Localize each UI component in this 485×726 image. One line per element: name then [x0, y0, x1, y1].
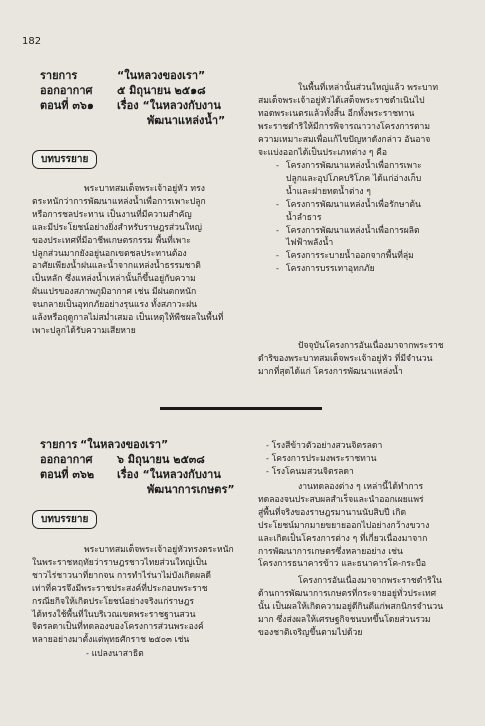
subject-title: “ในหลวงกับงาน [142, 99, 221, 112]
airdate-label: ออกอากาศ [40, 453, 93, 466]
program-title: “ในหลวงของเรา” [117, 69, 206, 82]
subject-title-cont: พัฒนาการเกษตร” [147, 483, 235, 496]
bullet-text: โครงการพัฒนาแหล่งน้ำเพื่อรักษาต้น [286, 199, 421, 210]
script-badge: บทบรรยาย [32, 150, 97, 169]
bullet-item [276, 250, 422, 263]
text-line: จะแบ่งออกได้เป็นประเภทต่าง ๆ คือ [258, 147, 388, 158]
page-number: 182 [22, 36, 42, 47]
script-badge: บทบรรยาย [32, 510, 97, 529]
bullet-text: โครงการบรรเทาอุทกภัย [286, 264, 375, 275]
text-line: เท่าที่ควรจึงมีพระราชประสงค์ที่ประกอบพระราช [32, 583, 208, 594]
text-line: พระราชดำริให้มีการพิจารณาวางโครงการตาม [258, 121, 431, 132]
text-line: จนกลายเป็นอุทกภัยอย่างรุนแรง ทั้งสภาวะฝน [32, 300, 197, 311]
text-line: จิตรลดาเป็นที่ทดลองของโครงการส่วนพระองค์ [32, 622, 204, 633]
airdate-label: ออกอากาศ [40, 84, 93, 97]
subject-title-cont: พัฒนาแหล่งน้ำ” [147, 114, 226, 127]
program-title: “ในหลวงของเรา” [80, 438, 169, 451]
bullet-text: โครงการระบายน้ำออกจากพื้นที่ลุ่ม [286, 251, 414, 262]
section2-right-paragraph2 [258, 575, 470, 640]
text-line: ชาวไร่ชาวนาที่ยากจน การทำไร่นาไม่บังเกิดผลดี [32, 570, 211, 581]
airdate-value: ๕ มิถุนายน ๒๕๑๘ [117, 84, 206, 97]
text-line: มากที่สุดได้แก่ โครงการพัฒนาแหล่งน้ำ [258, 366, 403, 377]
bullet-text: โครงการพัฒนาแหล่งน้ำเพื่อการผลิต [286, 225, 420, 236]
bullet-continuation: น้ำลำธาร [286, 212, 322, 223]
section1-right-closing [258, 340, 468, 379]
text-line: ทอดพระเนตรแล้วทั้งสิ้น อีกทั้งพระราชทาน [258, 108, 415, 119]
text-line: ความเหมาะสมเพื่อแก้ไขปัญหาดังกล่าว อันอาจ [258, 134, 431, 145]
text-line: แล้งหรือฤดูกาลไม่สม่ำเสมอ เป็นเหตุให้พืชผลในพื้นที่ [32, 313, 224, 324]
text-line: ตระหนักว่าการพัฒนาแหล่งน้ำเพื่อการเพาะปลูก [32, 196, 206, 207]
bullet-dash: - [276, 199, 279, 210]
program-label: รายการ [40, 438, 78, 451]
text-line: เพาะปลูกได้รับความเสียหาย [32, 325, 136, 336]
text-line: ผันแปรของสภาพภูมิอากาศ เช่น มีฝนตกหนัก [32, 287, 197, 298]
text-line: นั้น เป็นผลให้เกิดความอยู่ดีกินดีแก่พสกนิกรจำนวน [258, 601, 444, 612]
text-line: เป็นหลัก ซึ่งแหล่งน้ำเหล่านั้นก็ขึ้นอยู่กับความ [32, 274, 196, 285]
text-line: ของชาติเจริญขึ้นตามไปด้วย [258, 627, 363, 638]
bullet-text: โครงการพัฒนาแหล่งน้ำเพื่อการเพาะ [286, 161, 422, 171]
list-item: - โรงโคนมสวนจิตรลดา [266, 466, 354, 477]
bullet-dash: - [276, 251, 279, 262]
text-line: หรือการชลประทาน เป็นงานที่มีความสำคัญ [32, 209, 192, 220]
episode-label: ตอนที่ ๓๖๑ [40, 99, 94, 112]
section-divider [160, 407, 322, 410]
text-line: โครงการอันเนื่องมาจากพระราชดำริใน [298, 576, 442, 586]
section2-right-paragraph1 [258, 481, 470, 571]
text-line: หลายอย่างมาตั้งแต่พุทธศักราช ๒๕๐๓ เช่น [32, 635, 190, 646]
section2-left-column [32, 544, 242, 647]
section1-header [40, 68, 225, 128]
subject-title: “ในหลวงกับงาน [142, 468, 221, 481]
text-line: งานทดลองต่าง ๆ เหล่านี้ได้ทำการ [298, 482, 424, 492]
section1-bullet-list [276, 160, 422, 276]
section1-right-intro [258, 82, 468, 159]
bullet-item [276, 225, 422, 238]
text-line: ด้านการพัฒนาการเกษตรที่กระจายอยู่ทั่วประเทศ [258, 588, 437, 599]
section2-right-items [266, 440, 382, 479]
text-line: ของประเทศที่มีอาชีพเกษตรกรรม พื้นที่เพาะ [32, 235, 191, 246]
list-item: - โรงสีข้าวตัวอย่างสวนจิตรลดา [266, 441, 383, 451]
bullet-dash: - [276, 264, 279, 275]
text-line: ปลูกส่วนมากยังอยู่นอกเขตชลประทานต้อง [32, 248, 187, 259]
text-line: ประโยชน์มากมายขยายออกไปอย่างกว้างขวาง [258, 520, 430, 531]
text-line: ในพื้นที่เหล่านั้นส่วนใหญ่แล้ว พระบาท [298, 83, 439, 93]
text-line: พระบาทสมเด็จพระเจ้าอยู่หัวทรงตระหนัก [84, 545, 234, 555]
text-line: พระบาทสมเด็จพระเจ้าอยู่หัว ทรง [84, 184, 205, 194]
subject-label: เรื่อง [117, 468, 139, 481]
text-line: กรณียกิจให้เกิดประโยชน์อย่างจริงแก่ราษฎร [32, 596, 194, 607]
subject-label: เรื่อง [117, 99, 139, 112]
text-line: ดำริของพระบาทสมเด็จพระเจ้าอยู่หัว ที่มีจำนวน [258, 353, 433, 364]
bullet-item [276, 160, 422, 173]
list-item: - โครงการประมงพระราชทาน [266, 453, 377, 464]
text-line: และเกิดเป็นโครงการต่าง ๆ ที่เกี่ยวเนื่องมาจาก [258, 533, 428, 544]
section2-header [40, 437, 235, 497]
program-label: รายการ [40, 69, 78, 82]
text-line: โครงการธนาคารข้าว และธนาคารโค-กระบือ [258, 559, 427, 570]
text-line: สมเด็จพระเจ้าอยู่หัวได้เสด็จพระราชดำเนินไป [258, 95, 425, 106]
episode-label: ตอนที่ ๓๖๒ [40, 468, 95, 481]
section1-left-column [32, 183, 240, 338]
bullet-continuation: ไฟฟ้าพลังน้ำ [286, 238, 334, 249]
bullet-item [276, 263, 422, 276]
text-line: ทดลองจนประสบผลสำเร็จและนำออกเผยแพร่ [258, 494, 424, 505]
airdate-value: ๖ มิถุนายน ๒๕๓๘ [117, 453, 205, 466]
bullet-item [276, 199, 422, 212]
text-line: และมีประโยชน์อย่างยิ่งสำหรับราษฎรส่วนใหญ่ [32, 222, 203, 233]
text-line: ในพระราชหฤทัยว่าราษฎรชาวไทยส่วนใหญ่เป็น [32, 557, 207, 568]
text-line: สู่พื้นที่จริงของราษฎรมานานนับสิบปี เกิด [258, 507, 407, 518]
section2-left-last-item: - แปลงนาสาธิต [86, 649, 144, 659]
text-line: อาศัยเพียงน้ำฝนและน้ำจากแหล่งน้ำธรรมชาติ [32, 261, 201, 272]
text-line: มาก ซึ่งส่งผลให้เศรษฐกิจชนบทขึ้นโดยส่วนรวม [258, 614, 431, 625]
text-line: ปัจจุบันโครงการอันเนื่องมาจากพระราช [298, 341, 444, 351]
text-line: การพัฒนาการเกษตรซึ่งหลายอย่าง เช่น [258, 546, 403, 557]
bullet-continuation: น้ำและฝายทดน้ำต่าง ๆ [286, 186, 371, 197]
bullet-dash: - [276, 225, 279, 236]
bullet-dash: - [276, 161, 279, 171]
text-line: ได้ทรงใช้พื้นที่ในบริเวณเขตพระราชฐานสวน [32, 609, 196, 620]
bullet-continuation: ปลูกและอุปโภคบริโภค ได้แก่อ่างเก็บ [286, 173, 422, 184]
